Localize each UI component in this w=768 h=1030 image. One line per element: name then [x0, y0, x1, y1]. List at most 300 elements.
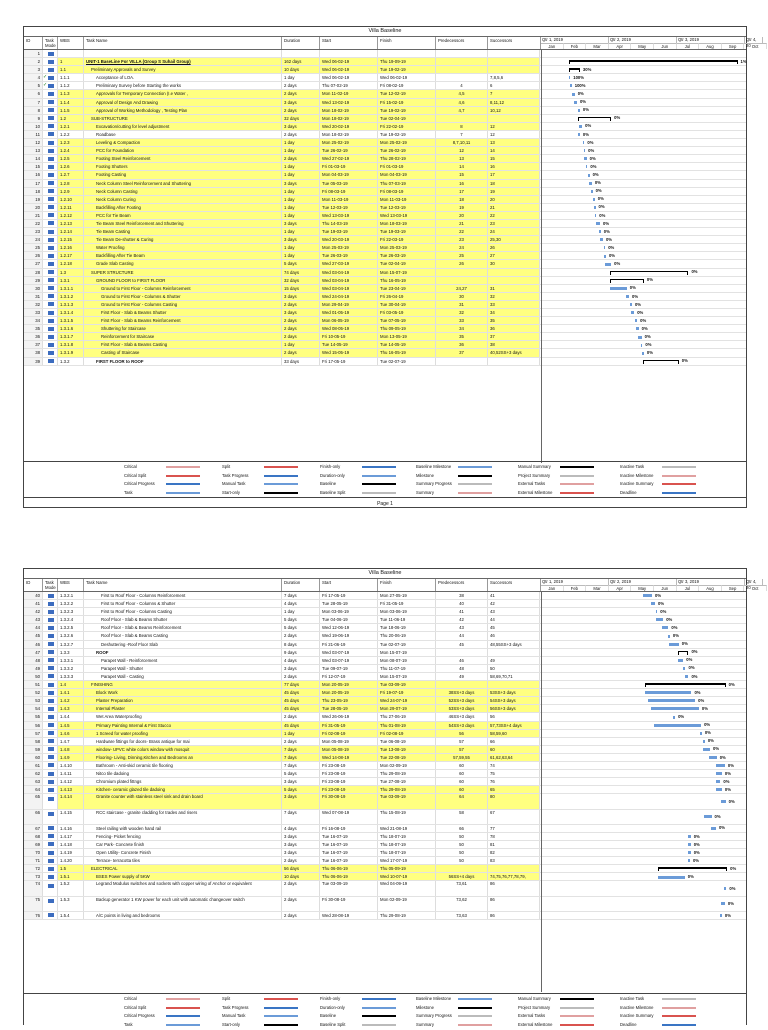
task-predecessors[interactable]: 19: [436, 204, 488, 211]
task-duration[interactable]: 4 days: [282, 600, 320, 607]
task-start[interactable]: Fri 31-05-19: [320, 722, 378, 729]
task-predecessors[interactable]: [436, 865, 488, 872]
task-wbs[interactable]: 1.4.4: [58, 713, 84, 720]
task-mode[interactable]: [43, 833, 58, 840]
task-wbs[interactable]: 1.2.11: [58, 204, 84, 211]
summary-bar[interactable]: [643, 360, 679, 362]
task-successors[interactable]: [488, 277, 540, 284]
task-name[interactable]: Car Park- Concrete finish: [84, 841, 282, 848]
task-duration[interactable]: 2 days: [282, 90, 320, 97]
task-finish[interactable]: Tue 19-02-19: [378, 66, 436, 73]
task-start[interactable]: Mon 18-02-19: [320, 107, 378, 114]
task-name[interactable]: Legrand Modulus switches and sockets with copper wiring of Anchor or equivalent: [84, 881, 282, 895]
task-successors[interactable]: 14: [488, 147, 540, 154]
task-predecessors[interactable]: 49: [436, 673, 488, 680]
task-finish[interactable]: Thu 16-05-19: [378, 349, 436, 356]
task-wbs[interactable]: 1.4.6: [58, 730, 84, 737]
task-name[interactable]: Nitco tile dadoing: [84, 770, 282, 777]
task-name[interactable]: Fencing- Picket fencing: [84, 833, 282, 840]
task-finish[interactable]: Wed 13-03-19: [378, 212, 436, 219]
col-name-header[interactable]: Task Name: [84, 579, 282, 591]
task-start[interactable]: Tue 28-05-19: [320, 600, 378, 607]
task-finish[interactable]: Tue 11-06-19: [378, 616, 436, 623]
task-predecessors[interactable]: 45: [436, 641, 488, 648]
task-name[interactable]: Approval of Design And Drawing: [84, 99, 282, 106]
task-name[interactable]: Deshuttering -Roof Floor Slab: [84, 641, 282, 648]
task-predecessors[interactable]: 73,63: [436, 912, 488, 919]
task-mode[interactable]: [43, 673, 58, 680]
task-mode[interactable]: [43, 794, 58, 808]
task-wbs[interactable]: 1.3.1: [58, 277, 84, 284]
task-duration[interactable]: 7 days: [282, 810, 320, 824]
summary-bar[interactable]: [645, 683, 725, 685]
task-wbs[interactable]: 1.2.7: [58, 171, 84, 178]
col-id-header[interactable]: ID: [24, 579, 43, 591]
task-bar[interactable]: [716, 764, 725, 767]
task-wbs[interactable]: 1.2.2: [58, 131, 84, 138]
task-start[interactable]: Wed 14-08-19: [320, 754, 378, 761]
task-bar[interactable]: [721, 800, 725, 803]
task-name[interactable]: Roof Floor - Slab & Beams Casting: [84, 632, 282, 639]
task-duration[interactable]: 1 day: [282, 252, 320, 259]
task-start[interactable]: Tue 03-09-19: [320, 881, 378, 895]
task-name[interactable]: First to Roof Floor - Columns Reinforcement: [84, 592, 282, 599]
task-name[interactable]: Tie Beam De-shutter & Curing: [84, 236, 282, 243]
task-finish[interactable]: Mon 18-03-19: [378, 220, 436, 227]
task-bar[interactable]: [704, 815, 711, 818]
task-bar[interactable]: [678, 659, 683, 662]
task-mode[interactable]: [43, 689, 58, 696]
task-mode[interactable]: [43, 301, 58, 308]
col-predecessors-header[interactable]: Predecessors: [436, 579, 488, 591]
task-duration[interactable]: 2 days: [282, 131, 320, 138]
task-mode[interactable]: [43, 236, 58, 243]
task-mode[interactable]: [43, 139, 58, 146]
col-successors-header[interactable]: Successors: [488, 579, 541, 591]
task-duration[interactable]: 3 days: [282, 293, 320, 300]
task-wbs[interactable]: 1.3.2.4: [58, 616, 84, 623]
task-mode[interactable]: [43, 912, 58, 919]
task-wbs[interactable]: 1.4.2: [58, 697, 84, 704]
task-successors[interactable]: 15: [488, 155, 540, 162]
task-start[interactable]: Wed 20-02-19: [320, 123, 378, 130]
task-successors[interactable]: 83: [488, 857, 540, 864]
task-name[interactable]: Casting of Staircase: [84, 349, 282, 356]
task-name[interactable]: Block Work: [84, 689, 282, 696]
task-finish[interactable]: Tue 19-02-19: [378, 107, 436, 114]
task-duration[interactable]: 3 days: [282, 236, 320, 243]
task-finish[interactable]: Tue 13-08-19: [378, 746, 436, 753]
task-name[interactable]: Preliminary Approvals and Survey: [84, 66, 282, 73]
task-name[interactable]: Water Proofing: [84, 244, 282, 251]
task-name[interactable]: Approvals for Temporary Connection (I.e Water ,: [84, 90, 282, 97]
task-finish[interactable]: Tue 19-02-19: [378, 131, 436, 138]
task-bar[interactable]: [594, 206, 596, 209]
task-successors[interactable]: 10,12: [488, 107, 540, 114]
task-predecessors[interactable]: 43: [436, 624, 488, 631]
task-successors[interactable]: 32: [488, 293, 540, 300]
task-duration[interactable]: 8 days: [282, 641, 320, 648]
task-duration[interactable]: 10 days: [282, 873, 320, 880]
task-finish[interactable]: Thu 27-06-19: [378, 713, 436, 720]
task-wbs[interactable]: 1.3.2: [58, 358, 84, 365]
task-predecessors[interactable]: 37: [436, 349, 488, 356]
task-successors[interactable]: 66: [488, 738, 540, 745]
task-start[interactable]: Wed 07-08-19: [320, 810, 378, 824]
task-predecessors[interactable]: 22: [436, 228, 488, 235]
task-bar[interactable]: [654, 724, 702, 727]
task-name[interactable]: Acceptance of LOA.: [84, 74, 282, 81]
task-duration[interactable]: 7 days: [282, 746, 320, 753]
summary-bar[interactable]: [658, 867, 727, 869]
task-start[interactable]: Fri 16-08-19: [320, 825, 378, 832]
task-mode[interactable]: [43, 616, 58, 623]
task-name[interactable]: A/C points in living and bedrooms: [84, 912, 282, 919]
task-predecessors[interactable]: 32: [436, 309, 488, 316]
col-duration-header[interactable]: Duration: [282, 579, 320, 591]
task-start[interactable]: Wed 06-02-19: [320, 74, 378, 81]
task-finish[interactable]: Thu 05-09-19: [378, 865, 436, 872]
task-duration[interactable]: 1 day: [282, 204, 320, 211]
task-mode[interactable]: [43, 212, 58, 219]
col-id-header[interactable]: ID: [24, 37, 43, 49]
task-finish[interactable]: Wed 06-02-19: [378, 74, 436, 81]
task-mode[interactable]: [43, 325, 58, 332]
task-mode[interactable]: [43, 730, 58, 737]
task-start[interactable]: Mon 29-04-19: [320, 301, 378, 308]
task-finish[interactable]: Thu 29-08-19: [378, 912, 436, 919]
task-predecessors[interactable]: 56: [436, 730, 488, 737]
task-name[interactable]: Leveling & Compaction: [84, 139, 282, 146]
task-mode[interactable]: [43, 865, 58, 872]
task-predecessors[interactable]: 24: [436, 244, 488, 251]
task-predecessors[interactable]: 4: [436, 82, 488, 89]
task-predecessors[interactable]: [436, 277, 488, 284]
task-predecessors[interactable]: 57,59,55: [436, 754, 488, 761]
task-duration[interactable]: 1 day: [282, 163, 320, 170]
task-bar[interactable]: [579, 125, 582, 128]
task-successors[interactable]: 34: [488, 309, 540, 316]
task-name[interactable]: Ground to First Floor - Columns Casting: [84, 301, 282, 308]
task-wbs[interactable]: 1.3.3.2: [58, 665, 84, 672]
task-bar[interactable]: [724, 887, 726, 890]
task-predecessors[interactable]: 57: [436, 738, 488, 745]
task-bar[interactable]: [584, 157, 586, 160]
task-predecessors[interactable]: 42: [436, 616, 488, 623]
task-bar[interactable]: [589, 182, 592, 185]
task-name[interactable]: Chromium plated fittngs: [84, 778, 282, 785]
task-name[interactable]: Grade Slab Casting: [84, 260, 282, 267]
task-finish[interactable]: Tue 12-03-19: [378, 204, 436, 211]
task-finish[interactable]: Wed 10-07-19: [378, 873, 436, 880]
task-finish[interactable]: Thu 07-03-19: [378, 180, 436, 187]
task-finish[interactable]: Fri 08-03-19: [378, 188, 436, 195]
col-finish-header[interactable]: Finish: [378, 579, 436, 591]
task-predecessors[interactable]: 8,7,10,11: [436, 139, 488, 146]
task-start[interactable]: Wed 01-05-19: [320, 309, 378, 316]
task-bar[interactable]: [643, 594, 652, 597]
task-bar[interactable]: [656, 610, 658, 613]
task-mode[interactable]: [43, 131, 58, 138]
task-bar[interactable]: [591, 190, 593, 193]
task-finish[interactable]: Tue 02-07-19: [378, 641, 436, 648]
task-mode[interactable]: [43, 50, 58, 57]
task-successors[interactable]: 45: [488, 624, 540, 631]
task-start[interactable]: Fri 30-08-19: [320, 897, 378, 911]
task-wbs[interactable]: 1.4.17: [58, 833, 84, 840]
task-start[interactable]: Tue 09-07-19: [320, 665, 378, 672]
task-duration[interactable]: 3 days: [282, 833, 320, 840]
task-name[interactable]: Neck Column Casting: [84, 188, 282, 195]
task-mode[interactable]: [43, 746, 58, 753]
task-mode[interactable]: [43, 358, 58, 365]
task-predecessors[interactable]: 60: [436, 786, 488, 793]
task-predecessors[interactable]: [436, 269, 488, 276]
task-finish[interactable]: Tue 27-08-19: [378, 778, 436, 785]
task-name[interactable]: Parapet Wall - Shutter: [84, 665, 282, 672]
task-name[interactable]: Neck Column Steel Reinforcement and Shuttering: [84, 180, 282, 187]
task-mode[interactable]: [43, 252, 58, 259]
task-mode[interactable]: [43, 810, 58, 824]
task-wbs[interactable]: 1.4.1: [58, 689, 84, 696]
task-bar[interactable]: [716, 772, 722, 775]
task-finish[interactable]: Thu 18-07-19: [378, 841, 436, 848]
task-successors[interactable]: 7: [488, 90, 540, 97]
task-successors[interactable]: 23: [488, 220, 540, 227]
task-duration[interactable]: 1 day: [282, 188, 320, 195]
task-wbs[interactable]: 1.4.5: [58, 722, 84, 729]
task-start[interactable]: Tue 16-07-19: [320, 841, 378, 848]
task-mode[interactable]: [43, 115, 58, 122]
task-wbs[interactable]: 1.2.17: [58, 252, 84, 259]
task-mode[interactable]: [43, 341, 58, 348]
task-wbs[interactable]: 1.1.1: [58, 74, 84, 81]
task-wbs[interactable]: 1.3.1.8: [58, 341, 84, 348]
task-name[interactable]: First to Roof Floor - Columns Casting: [84, 608, 282, 615]
task-bar[interactable]: [636, 327, 638, 330]
task-mode[interactable]: [43, 180, 58, 187]
task-mode[interactable]: [43, 897, 58, 911]
task-mode[interactable]: [43, 873, 58, 880]
task-bar[interactable]: [656, 618, 663, 621]
task-wbs[interactable]: 1.3.3.1: [58, 657, 84, 664]
task-finish[interactable]: Fri 26-04-19: [378, 293, 436, 300]
task-finish[interactable]: Thu 16-05-19: [378, 277, 436, 284]
task-duration[interactable]: 45 days: [282, 705, 320, 712]
task-wbs[interactable]: 1.2.5: [58, 155, 84, 162]
col-successors-header[interactable]: Successors: [488, 37, 541, 49]
task-successors[interactable]: 67: [488, 810, 540, 824]
task-duration[interactable]: 1 day: [282, 244, 320, 251]
task-wbs[interactable]: 1.3.2.2: [58, 600, 84, 607]
task-predecessors[interactable]: 58: [436, 810, 488, 824]
task-start[interactable]: Thu 06-06-19: [320, 873, 378, 880]
task-predecessors[interactable]: 73,62: [436, 897, 488, 911]
col-predecessors-header[interactable]: Predecessors: [436, 37, 488, 49]
task-finish[interactable]: Mon 04-03-19: [378, 171, 436, 178]
task-name[interactable]: [84, 50, 282, 57]
task-duration[interactable]: 2 days: [282, 673, 320, 680]
task-successors[interactable]: 74,75,76,77,78,79,: [488, 873, 540, 880]
task-successors[interactable]: [488, 115, 540, 122]
task-successors[interactable]: 13: [488, 139, 540, 146]
task-duration[interactable]: 2 days: [282, 333, 320, 340]
task-mode[interactable]: [43, 66, 58, 73]
task-finish[interactable]: Tue 12-02-19: [378, 90, 436, 97]
task-wbs[interactable]: [58, 50, 84, 57]
task-finish[interactable]: Tue 02-07-19: [378, 358, 436, 365]
task-wbs[interactable]: 1.2.3: [58, 139, 84, 146]
task-wbs[interactable]: 1.2.6: [58, 163, 84, 170]
task-predecessors[interactable]: 41: [436, 608, 488, 615]
task-duration[interactable]: 33 days: [282, 358, 320, 365]
task-duration[interactable]: 3 days: [282, 794, 320, 808]
task-wbs[interactable]: 1.2.14: [58, 228, 84, 235]
task-finish[interactable]: Thu 29-08-19: [378, 786, 436, 793]
summary-bar[interactable]: [610, 271, 688, 273]
task-predecessors[interactable]: 24,27: [436, 285, 488, 292]
task-mode[interactable]: [43, 171, 58, 178]
task-bar[interactable]: [648, 699, 696, 702]
task-name[interactable]: Plaster Preparation: [84, 697, 282, 704]
task-finish[interactable]: Fri 08-02-19: [378, 82, 436, 89]
task-wbs[interactable]: 1.5.4: [58, 912, 84, 919]
task-bar[interactable]: [586, 165, 588, 168]
task-wbs[interactable]: 1.3.1.5: [58, 317, 84, 324]
task-predecessors[interactable]: 18: [436, 196, 488, 203]
task-bar[interactable]: [569, 76, 571, 79]
task-finish[interactable]: Mon 25-03-19: [378, 244, 436, 251]
task-duration[interactable]: 3 days: [282, 99, 320, 106]
task-start[interactable]: Wed 03-07-19: [320, 649, 378, 656]
task-name[interactable]: Backup generator 1 KW power for each unit with automatic changeover switch: [84, 897, 282, 911]
task-duration[interactable]: 10 days: [282, 66, 320, 73]
task-predecessors[interactable]: 73,61: [436, 881, 488, 895]
task-duration[interactable]: 2 days: [282, 349, 320, 356]
task-finish[interactable]: Thu 29-08-19: [378, 770, 436, 777]
task-start[interactable]: Tue 16-07-19: [320, 857, 378, 864]
task-start[interactable]: Fri 17-05-19: [320, 592, 378, 599]
task-duration[interactable]: 2 days: [282, 713, 320, 720]
task-bar[interactable]: [604, 255, 606, 258]
task-successors[interactable]: 22: [488, 212, 540, 219]
col-mode-header[interactable]: Task Mode: [43, 37, 58, 49]
task-finish[interactable]: Tue 26-02-19: [378, 147, 436, 154]
task-successors[interactable]: 56: [488, 713, 540, 720]
task-successors[interactable]: 33: [488, 301, 540, 308]
task-predecessors[interactable]: 7: [436, 131, 488, 138]
task-mode[interactable]: [43, 849, 58, 856]
task-mode[interactable]: [43, 738, 58, 745]
task-start[interactable]: Fri 12-07-19: [320, 673, 378, 680]
task-successors[interactable]: 49: [488, 657, 540, 664]
task-wbs[interactable]: 1.3.2.1: [58, 592, 84, 599]
task-start[interactable]: Fri 23-08-19: [320, 770, 378, 777]
task-wbs[interactable]: 1.1: [58, 66, 84, 73]
task-name[interactable]: Neck Column Curing: [84, 196, 282, 203]
task-name[interactable]: FINISHING: [84, 681, 282, 688]
task-finish[interactable]: Fri 22-02-19: [378, 123, 436, 130]
task-duration[interactable]: 2 days: [282, 857, 320, 864]
task-wbs[interactable]: 1.2: [58, 115, 84, 122]
task-name[interactable]: Parapet Wall - Reinforcement: [84, 657, 282, 664]
task-duration[interactable]: 1 day: [282, 228, 320, 235]
task-successors[interactable]: 37: [488, 333, 540, 340]
task-successors[interactable]: 43: [488, 608, 540, 615]
task-finish[interactable]: Thu 19-09-19: [378, 58, 436, 65]
task-duration[interactable]: 5 days: [282, 260, 320, 267]
task-mode[interactable]: [43, 608, 58, 615]
task-duration[interactable]: 77 days: [282, 681, 320, 688]
task-bar[interactable]: [588, 174, 590, 177]
task-duration[interactable]: 1 day: [282, 212, 320, 219]
col-start-header[interactable]: Start: [320, 579, 378, 591]
task-name[interactable]: Excavation/cutting for level adjustment: [84, 123, 282, 130]
task-finish[interactable]: Wed 04-09-19: [378, 881, 436, 895]
task-predecessors[interactable]: 4,7: [436, 107, 488, 114]
task-name[interactable]: Open Utility- Concrete Finish: [84, 849, 282, 856]
task-duration[interactable]: 2 days: [282, 155, 320, 162]
task-start[interactable]: Tue 26-02-19: [320, 147, 378, 154]
task-finish[interactable]: Mon 15-07-19: [378, 649, 436, 656]
task-successors[interactable]: 65: [488, 786, 540, 793]
task-successors[interactable]: 74: [488, 762, 540, 769]
task-duration[interactable]: 3 days: [282, 849, 320, 856]
task-start[interactable]: Wed 27-03-19: [320, 260, 378, 267]
task-successors[interactable]: 41: [488, 592, 540, 599]
task-successors[interactable]: 56SS+3 days: [488, 705, 540, 712]
summary-bar[interactable]: [578, 117, 611, 119]
task-name[interactable]: SUPER STRUCTURE: [84, 269, 282, 276]
task-successors[interactable]: 82: [488, 849, 540, 856]
task-predecessors[interactable]: 57: [436, 746, 488, 753]
task-finish[interactable]: Mon 13-05-19: [378, 333, 436, 340]
task-start[interactable]: Tue 16-07-19: [320, 833, 378, 840]
task-start[interactable]: Mon 25-03-19: [320, 244, 378, 251]
task-successors[interactable]: 17: [488, 171, 540, 178]
task-name[interactable]: Backfilling After Tie Beam: [84, 252, 282, 259]
task-duration[interactable]: 56 days: [282, 865, 320, 872]
task-duration[interactable]: 2 days: [282, 738, 320, 745]
task-start[interactable]: Wed 12-06-19: [320, 624, 378, 631]
task-predecessors[interactable]: 21: [436, 220, 488, 227]
task-predecessors[interactable]: 54SS+3 days: [436, 722, 488, 729]
task-name[interactable]: Backfilling After Footing: [84, 204, 282, 211]
task-name[interactable]: Flooring- Living, Dinning,Kitchen and Bedrooms an: [84, 754, 282, 761]
task-successors[interactable]: [488, 50, 540, 57]
task-mode[interactable]: [43, 228, 58, 235]
task-bar[interactable]: [638, 336, 642, 339]
task-wbs[interactable]: 1.4: [58, 681, 84, 688]
task-start[interactable]: Fri 17-05-19: [320, 358, 378, 365]
task-name[interactable]: ELECTRICAL: [84, 865, 282, 872]
task-bar[interactable]: [709, 756, 716, 759]
task-mode[interactable]: [43, 317, 58, 324]
summary-bar[interactable]: [610, 279, 643, 281]
task-predecessors[interactable]: [436, 358, 488, 365]
task-name[interactable]: First Floor - Slab & Beams Casting: [84, 341, 282, 348]
task-finish[interactable]: Thu 18-07-19: [378, 849, 436, 856]
task-finish[interactable]: Tue 26-03-19: [378, 252, 436, 259]
task-finish[interactable]: Mon 11-03-19: [378, 196, 436, 203]
task-duration[interactable]: 32 days: [282, 277, 320, 284]
task-predecessors[interactable]: 53SS+3 days: [436, 705, 488, 712]
task-mode[interactable]: [43, 722, 58, 729]
task-predecessors[interactable]: 20: [436, 212, 488, 219]
task-predecessors[interactable]: 46SS+3 days: [436, 713, 488, 720]
task-finish[interactable]: Thu 15-08-19: [378, 810, 436, 824]
task-successors[interactable]: 8,11,12: [488, 99, 540, 106]
